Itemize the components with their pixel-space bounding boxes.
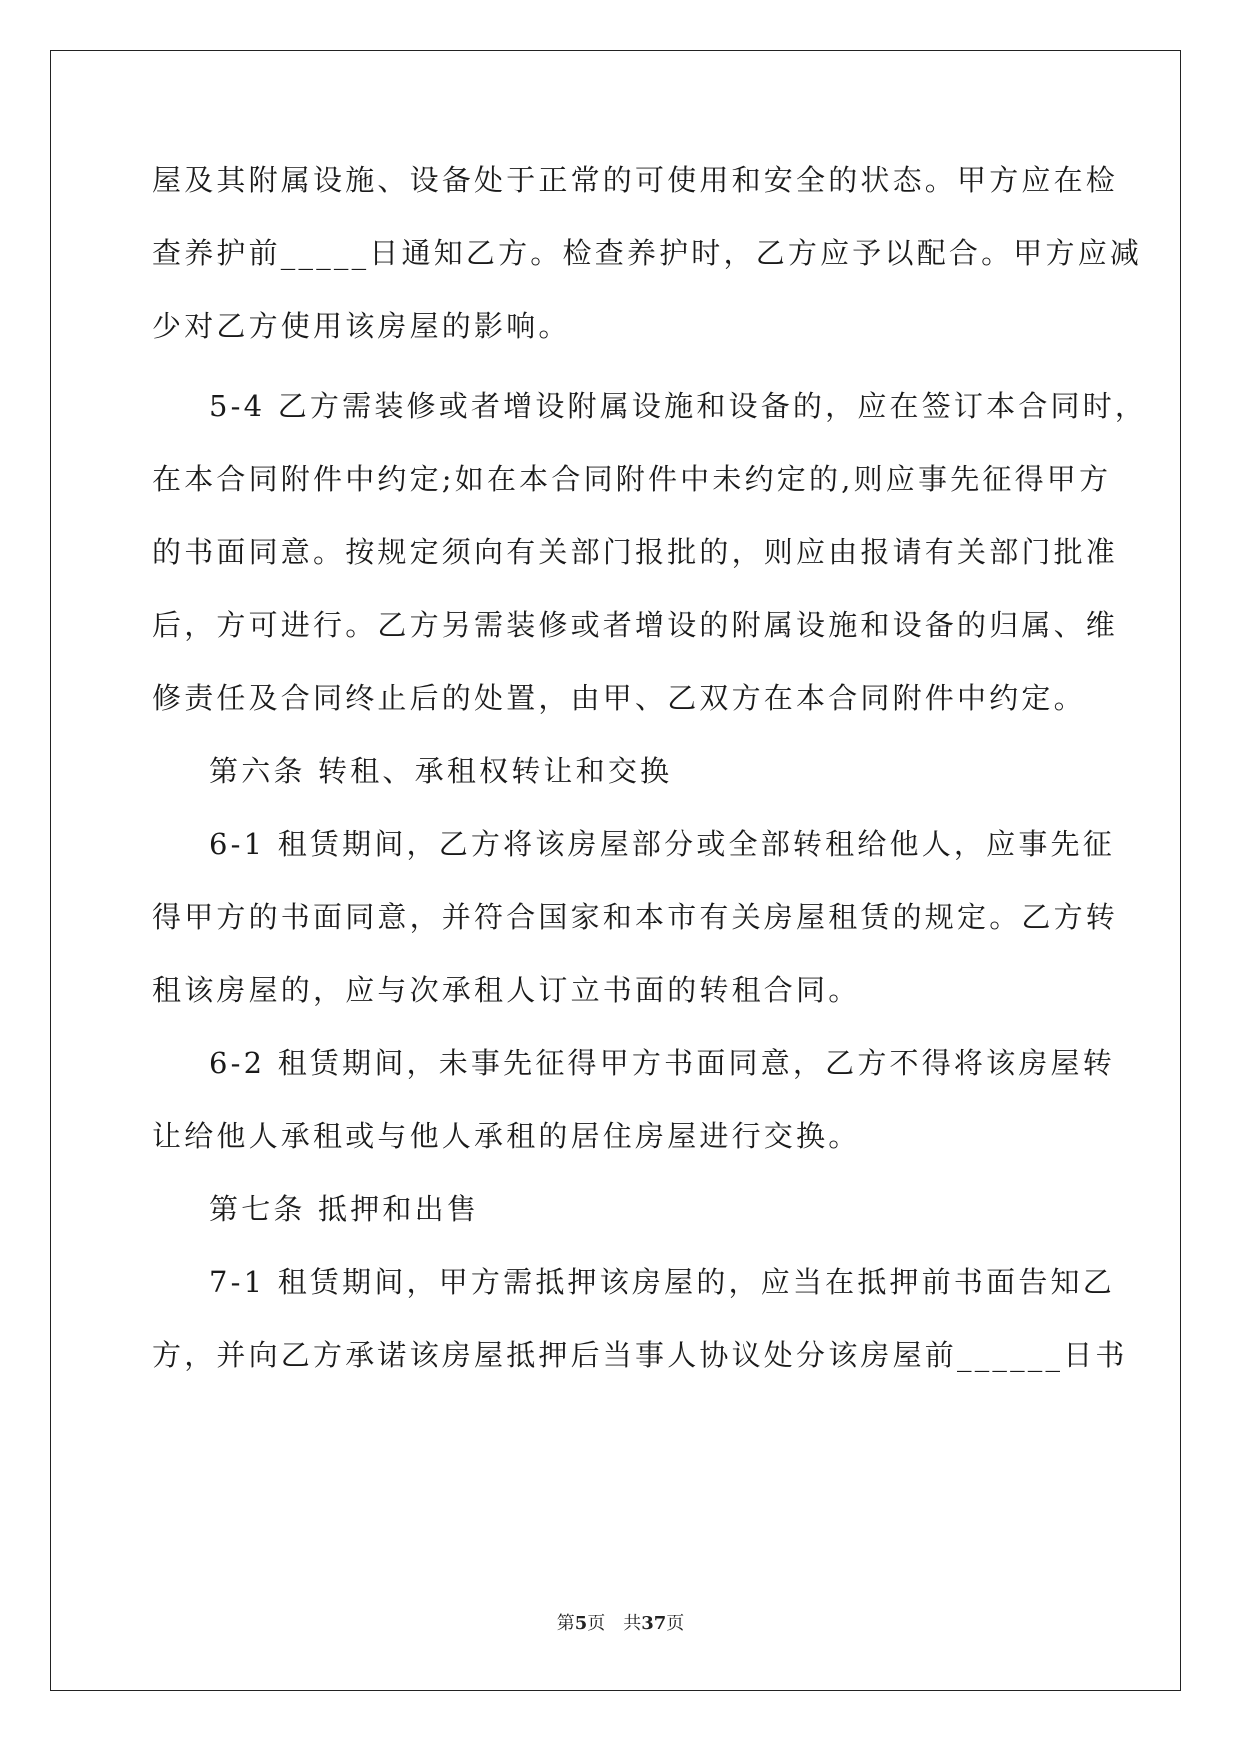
clause-6-1: 6-1 租赁期间，乙方将该房屋部分或全部转租给他人，应事先征 (209, 827, 1115, 861)
text-line: 的书面同意。按规定须向有关部门报批的，则应由报请有关部门批准 (152, 535, 1119, 569)
text-line: 后，方可进行。乙方另需装修或者增设的附属设施和设备的归属、维 (152, 608, 1119, 642)
footer-mid: 页 共 (587, 1613, 642, 1634)
text-line: 少对乙方使用该房屋的影响。 (152, 309, 571, 343)
text-line: 在本合同附件中约定;如在本合同附件中未约定的,则应事先征得甲方 (152, 462, 1112, 496)
total-pages-number: 37 (641, 1613, 667, 1634)
text-line: 得甲方的书面同意，并符合国家和本市有关房屋租赁的规定。乙方转 (152, 900, 1119, 934)
footer-suffix: 页 (666, 1613, 685, 1634)
page-footer (0, 1612, 1241, 1636)
text-line: 让给他人承租或与他人承租的居住房屋进行交换。 (152, 1119, 861, 1153)
text-line: 方，并向乙方承诺该房屋抵押后当事人协议处分该房屋前______日书 (152, 1338, 1128, 1372)
text-line: 屋及其附属设施、设备处于正常的可使用和安全的状态。甲方应在检 (152, 163, 1119, 197)
footer-prefix: 第 (556, 1613, 575, 1634)
article-7-heading: 第七条 抵押和出售 (209, 1192, 480, 1226)
text-line: 租该房屋的，应与次承租人订立书面的转租合同。 (152, 973, 861, 1007)
clause-5-4: 5-4 乙方需装修或者增设附属设施和设备的，应在签订本合同时， (209, 389, 1148, 423)
clause-6-2: 6-2 租赁期间，未事先征得甲方书面同意，乙方不得将该房屋转 (209, 1046, 1115, 1080)
clause-7-1: 7-1 租赁期间，甲方需抵押该房屋的，应当在抵押前书面告知乙 (209, 1265, 1115, 1299)
text-line: 修责任及合同终止后的处置，由甲、乙双方在本合同附件中约定。 (152, 681, 1086, 715)
text-line: 查养护前_____日通知乙方。检查养护时，乙方应予以配合。甲方应减 (152, 236, 1143, 270)
current-page-number: 5 (574, 1613, 588, 1634)
article-6-heading: 第六条 转租、承租权转让和交换 (209, 754, 673, 788)
page-border (50, 50, 1181, 1691)
